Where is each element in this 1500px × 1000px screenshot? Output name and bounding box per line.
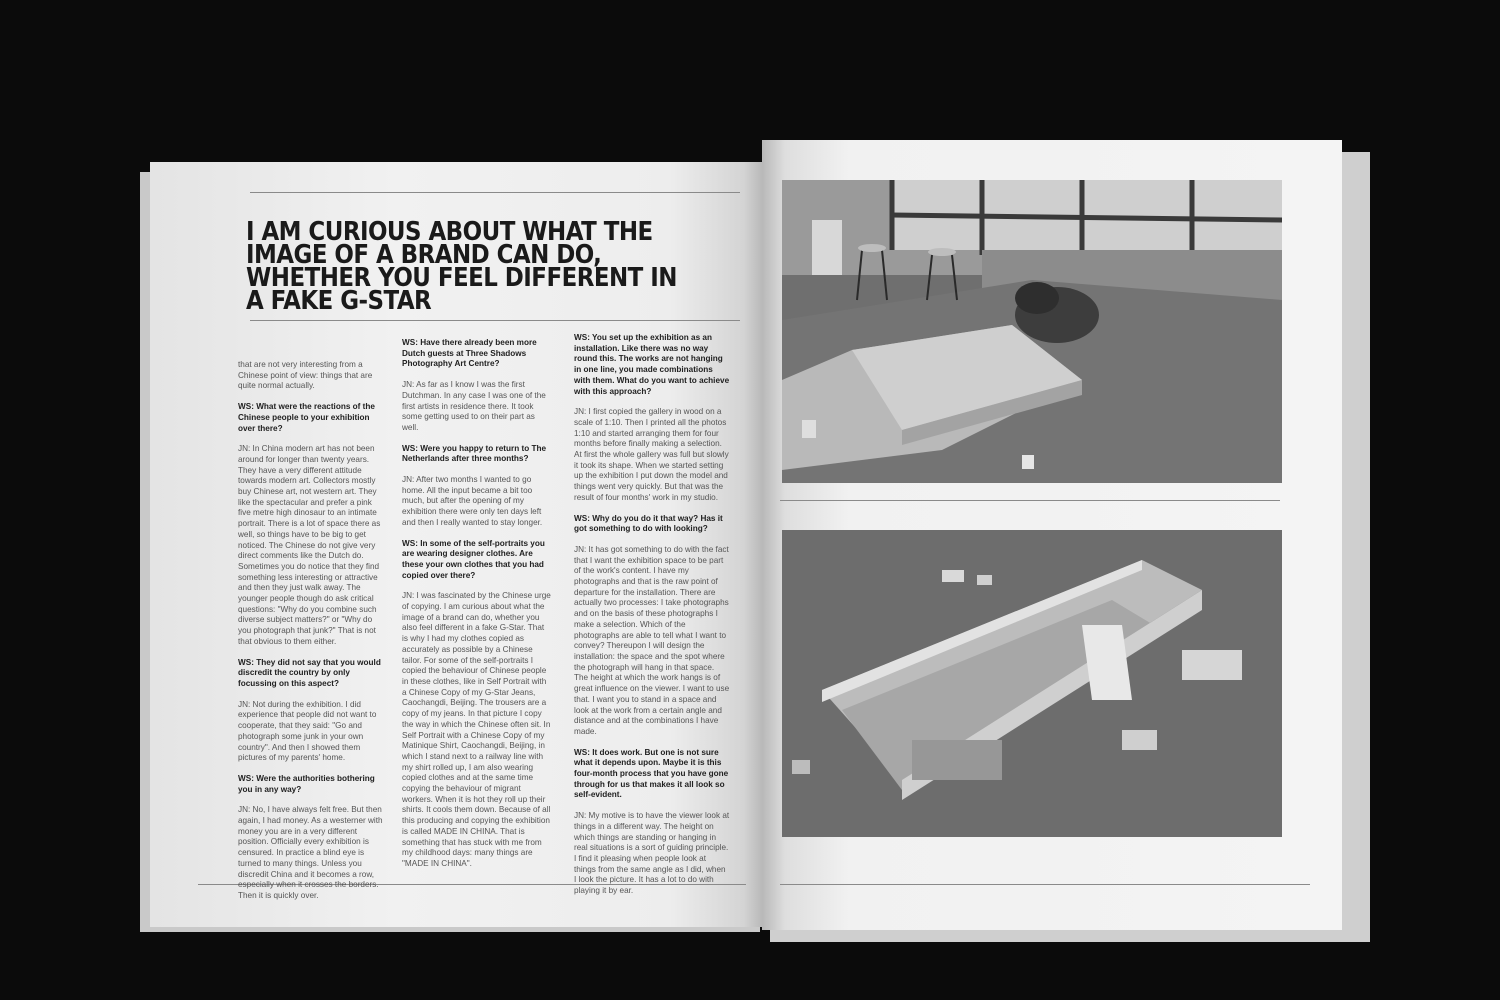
interview-answer: JN: My motive is to have the viewer look at things in a different way. The height on which things are standing or hanging in real situations is a sort of guiding principle. I find it pleasing when people look at things from the same angle as I did, when I look the picture. It has a lot to do with playing it by ear. — [574, 811, 730, 896]
headline-rule — [250, 320, 740, 321]
interview-question: WS: Were the authorities bothering you in any way? — [238, 773, 375, 794]
article-column-3 — [574, 333, 730, 907]
article-column-1 — [238, 360, 384, 912]
gallery-model-photo — [782, 530, 1282, 837]
interview-question: WS: You set up the exhibition as an installation. Like there was no way round this. The works are not hanging in one line, you made combinations with them. What do you want to achieve with this approach? — [574, 333, 730, 396]
interview-question: WS: They did not say that you would discredit the country by only focussing on this aspect? — [238, 657, 381, 688]
interview-question: WS: What were the reactions of the Chinese people to your exhibition over there? — [238, 402, 375, 433]
interview-answer: JN: After two months I wanted to go home. All the input became a bit too much, but after the opening of my exhibition there were only ten days left and then I really wanted to stay longer. — [402, 475, 543, 527]
interview-question: WS: Were you happy to return to The Netherlands after three months? — [402, 443, 547, 464]
bottom-rule-right — [780, 884, 1310, 885]
interview-question: WS: Have there already been more Dutch guests at Three Shadows Photography Art Centre? — [402, 338, 537, 369]
article-headline: I AM CURIOUS ABOUT WHAT THE IMAGE OF A BRAND CAN DO, WHETHER YOU FEEL DIFFERENT IN A FAKE G-STAR — [246, 217, 677, 317]
interview-answer: JN: I first copied the gallery in wood on a scale of 1:10. Then I printed all the photos 1:10 and started arranging them for four months before finally making a selection. At first the whole gallery was full but slowly it took its shape. When we started setting up the exhibition I put down the model and things went very quickly. But that was the result of four months' work in my studio. — [574, 407, 729, 502]
interview-question: WS: Why do you do it that way? Has it got something to do with looking? — [574, 513, 723, 534]
interview-answer: JN: Not during the exhibition. I did experience that people did not want to cooperate, that they said: "Go and photograph some junk in your own country". And then I showed them pictures of my parents' home. — [238, 699, 377, 763]
article-column-2 — [402, 338, 552, 880]
interview-question: WS: It does work. But one is not sure what it depends upon. Maybe it is this four-month process that you have gone through for us that makes it all look so self-evident. — [574, 747, 729, 800]
interview-answer: JN: I was fascinated by the Chinese urge of copying. I am curious about what the image of a brand can do, whether you also feel different in a fake G-Star. That is why I had my clothes copied as accurately as possible by a Chinese tailor. For some of the self-portraits I copied the behaviour of Chinese people in these clothes, like in Self Portrait with a Chinese Copy of my G-Star Jeans, Caochangdi, Beijing. The trousers are a copy of my jeans. In that picture I copy the way in which the Chinese often sit. In Self Portrait with a Chinese Copy of my Matinique Shirt, Caochangdi, Beijing, in which I stand next to a railway line with my shirt rolled up, I am also wearing copied clothes and at the same time copying the behaviour of migrant workers. When it is hot they roll up their shirts. It cools them down. Because of all this producing and copying the exhibition is called MADE IN CHINA. That is something that has stuck with me from my childhood days: many things are "MADE IN CHINA". — [402, 591, 551, 868]
interview-question: WS: In some of the self-portraits you are wearing designer clothes. Are these your own clothes that you had copied over there? — [402, 538, 545, 580]
interview-answer: JN: It has got something to do with the fact that I want the exhibition space to be part of the work's content. I have my photographs and that is the raw point of departure for the installation. There are actually two processes: I take photographs and on the basis of these photographs I make a selection. Which of the photographs are able to tell what I want to convey? Thereupon I will design the installation: the space and the spot where the photograph will hang in that space. The height at which the work hangs is of great influence on the viewer. I want to use that. I want you to stand in a space and look at the work from a certain angle and distance and at the combinations I have made. — [574, 544, 730, 736]
interview-answer: JN: In China modern art has not been around for longer than twenty years. They have a very different attitude towards modern art. Collectors mostly buy Chinese art, not western art. They like the spectacular and prefer a pink five metre high dinosaur to an intimate portrait. There is a lot of space there as well, so things have to be big to get noticed. The Chinese do not give very direct comments like the Dutch do. Sometimes you do notice that they find something less interesting or attractive and then they just walk away. The younger people though do ask critical questions: "Why do you combine such diverse subject matters?" or "Why do you photograph that junk?" That is not that obvious to them either. — [238, 444, 381, 646]
top-rule-left — [250, 192, 740, 193]
interview-answer: JN: No, I have always felt free. But then again, I had money. As a westerner with money you are in a very different position. Officially every exhibition is censured. In practice a blind eye is turned to many things. Unless you discredit China and it becomes a row, especially when it crosses the borders. Then it is quickly over. — [238, 805, 383, 900]
interview-answer: JN: As far as I know I was the first Dutchman. In any case I was one of the first artists in residence there. It took some getting used to on their part as well. — [402, 380, 546, 432]
photo-divider-rule — [780, 500, 1280, 501]
studio-model-photo — [782, 180, 1282, 483]
interview-answer: that are not very interesting from a Chinese point of view: things that are quite normal actually. — [238, 360, 373, 391]
